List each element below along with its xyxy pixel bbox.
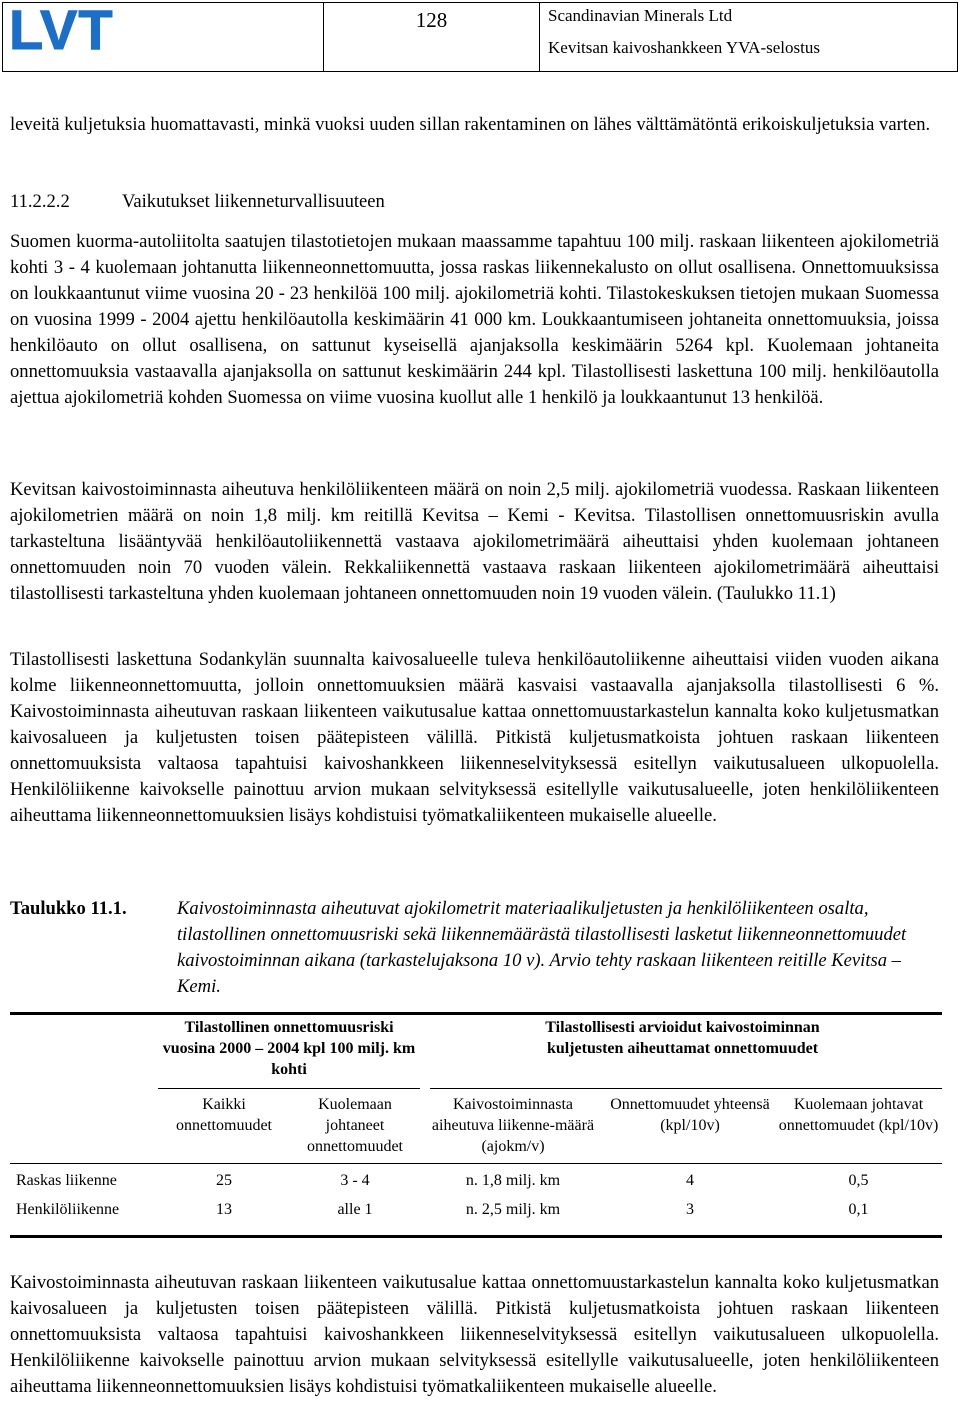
row-1-label: Raskas liikenne <box>16 1172 117 1189</box>
group-rule-right <box>430 1088 942 1089</box>
group-rule-left <box>158 1088 420 1089</box>
row-2-all: 13 <box>216 1201 232 1218</box>
paragraph-1: Suomen kuorma-autoliitolta saatujen tilastotietojen mukaan maassamme tapahtuu 100 milj. raskaan liikenteen ajokilometriä kohti 3 - 4 kuolemaan johtanutta liikenneonnettomuutta, jossa raskas liikennekalusto on ollut osallisena. Onnettomuuksissa on loukkaantunut viime vuosina 20 - 23 henkilöä 100 milj. ajokilometriä kohti. Tilastokeskuksen tietojen mukaan Suomessa on vuosina 1999 - 2004 ajettu henkilöautolla keskimäärin 41 000 km. Loukkaantumiseen johtaneita onnettomuuksia, joissa henkilöauto on ollut osallisena, on sattunut kyseisellä ajanjaksolla keskimäärin 5264 kpl. Kuolemaan johtaneita onnettomuuksia vastaavalla ajanjaksolla on sattunut keskimäärin 244 kpl. Tilastollisesti laskettuna 100 milj. henkilöautolla ajettua ajokilometriä kohden Suomessa on viime vuosina kuollut alle 1 henkilö ja loukkaantunut 13 henkilöä. <box>10 231 939 408</box>
page-number: 128 <box>324 3 540 71</box>
row-1-fatal: 3 - 4 <box>340 1172 370 1189</box>
logo-text: LVT <box>9 0 114 61</box>
section-title: Vaikutukset liikenneturvallisuuteen <box>122 191 385 212</box>
logo <box>3 0 324 71</box>
section-number: 11.2.2.2 <box>10 191 70 212</box>
paragraph-3: Tilastollisesti laskettuna Sodankylän suunnalta kaivosalueelle tuleva henkilöautoliikenne aiheuttaisi viiden vuoden aikana kolme liikenneonnettomuutta, jolloin onnettomuuksien määrä kasvaisi vastaavalla ajanjaksolla tilastollisesti 6 %. Kaivostoiminnasta aiheutuvan raskaan liikenteen vaikutusalue kattaa onnettomuustarkastelun kannalta koko kuljetusmatkan kaivosalueen ja kuljetusten toisen päätepisteen välillä. Pitkistä kuljetusmatkoista johtuen raskaan liikenteen onnettomuuksista valtaosa tapahtuisi kaivoshankkeen liikenneselvityksessä esitellyn vaikutusalueen ulkopuolella. Henkilöliikenne kaivokselle painottuu arvion mukaan selvityksessä esitellylle vaikutusalueelle, joten henkilöliikenteen aiheuttama liikenneonnettomuuksien lisäys kohdistuisi työmatkaliikenteen mukaiselle alueelle. <box>10 649 939 826</box>
intro-paragraph: leveitä kuljetuksia huomattavasti, minkä vuoksi uuden sillan rakentaminen on lähes välttämätöntä erikoiskuljetuksia varten. <box>10 114 931 135</box>
col-header-fatal-est: Kuolemaan johtavat onnettomuudet (kpl/10v) <box>778 1096 939 1134</box>
row-1-all: 25 <box>216 1172 232 1189</box>
table-bottom-rule <box>10 1235 942 1238</box>
header-info <box>540 3 957 71</box>
col-header-traffic: Kaivostoiminnasta aiheutuva liikenne-määrä (ajokm/v) <box>431 1096 595 1155</box>
row-2-traffic: n. 2,5 milj. km <box>465 1201 561 1218</box>
section-heading <box>10 189 385 215</box>
row-2-fatal-est: 0,1 <box>848 1201 869 1218</box>
col-header-fatal: Kuolemaan johtaneet onnettomuudet <box>307 1096 403 1155</box>
table-caption-text: Kaivostoiminnasta aiheutuvat ajokilometrit materiaalikuljetusten ja henkilöliikenteen osalta, tilastollinen onnettomuusriski sekä liikennemäärästä tilastollisesti lasketut liikenneonnettomuudet kaivostoiminnan aikana (tarkastelujaksona 10 v). Arvio tehty raskaan liikenteen reitille Kevitsa – Kemi. <box>177 898 907 997</box>
row-1-total: 4 <box>686 1172 694 1189</box>
row-2-fatal: alle 1 <box>337 1201 373 1218</box>
table-top-rule <box>10 1012 942 1015</box>
report-title: Kevitsan kaivoshankkeen YVA-selostus <box>548 38 820 57</box>
paragraph-2: Kevitsan kaivostoiminnasta aiheutuva henkilöliikenteen määrä on noin 2,5 milj. ajokilometriä vuodessa. Raskaan liikenteen ajokilometrien määrä on noin 1,8 milj. km reitillä Kevitsa – Kemi - Kevitsa. Tilastollisen onnettomuusriskin avulla tarkasteltuna lisääntyvää henkilöautoliikennettä vastaava ajokilometrimäärä aiheuttaisi yhden kuolemaan johtaneen onnettomuuden noin 70 vuoden välein. Rekkaliikennettä vastaava raskaan liikenteen ajokilometrimäärä aiheuttaisi tilastollisesti tarkasteltuna yhden kuolemaan johtaneen onnettomuuden noin 19 vuoden välein. (Taulukko 11.1) <box>10 479 939 604</box>
row-1-traffic: n. 1,8 milj. km <box>465 1172 561 1189</box>
group-header-estimated: Tilastollisesti arvioidut kaivostoiminnan kuljetusten aiheuttamat onnettomuudet <box>545 1019 820 1057</box>
row-1-fatal-est: 0,5 <box>848 1172 869 1189</box>
data-table <box>10 1012 942 1238</box>
closing-paragraph: Kaivostoiminnasta aiheutuvan raskaan liikenteen vaikutusalue kattaa onnettomuustarkastelun kannalta koko kuljetusmatkan kaivosalueen ja kuljetusten toisen päätepisteen välillä. Pitkistä kuljetusmatkoista johtuen raskaan liikenteen onnettomuuksista valtaosa tapahtuisi kaivoshankkeen liikenneselvityksessä esitellyn vaikutusalueen ulkopuolella. Henkilöliikenne kaivokselle painottuu arvion mukaan selvityksessä esitellylle vaikutusalueelle, joten henkilöliikenteen aiheuttama liikenneonnettomuuksien lisäys kohdistuisi työmatkaliikenteen mukaiselle alueelle. <box>10 1272 939 1397</box>
row-2-total: 3 <box>686 1201 694 1218</box>
company-name: Scandinavian Minerals Ltd <box>548 6 733 25</box>
col-header-total: Onnettomuudet yhteensä (kpl/10v) <box>610 1096 770 1134</box>
page-header <box>2 2 958 72</box>
col-header-all: Kaikki onnettomuudet <box>176 1096 272 1134</box>
row-2-label: Henkilöliikenne <box>16 1201 120 1218</box>
header-bottom-rule <box>10 1163 942 1164</box>
group-header-risk: Tilastollinen onnettomuusriski vuosina 2000 – 2004 kpl 100 milj. km kohti <box>162 1019 416 1078</box>
table-caption-label: Taulukko 11.1. <box>10 898 127 919</box>
